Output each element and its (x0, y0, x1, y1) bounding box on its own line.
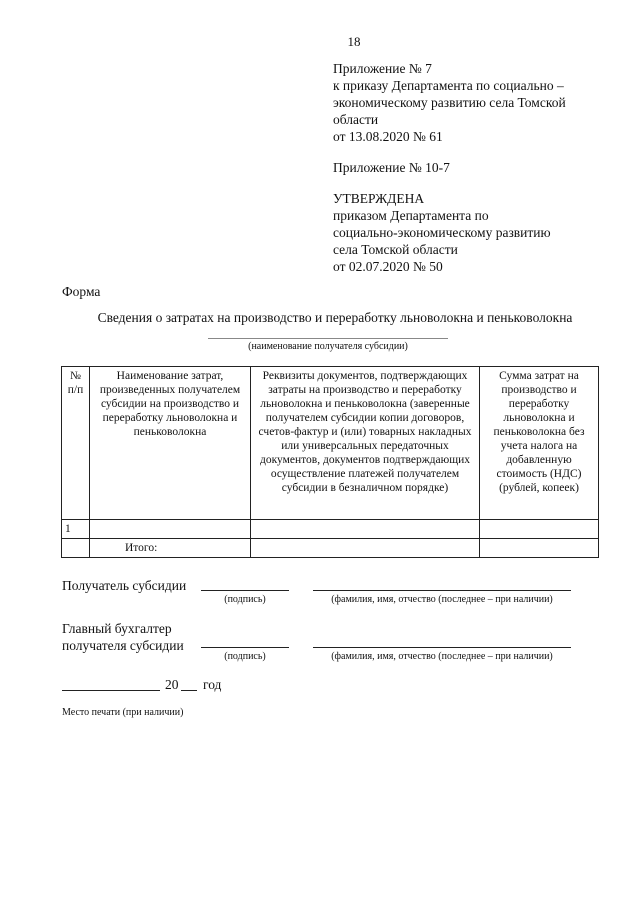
recipient-caption: (наименование получателя субсидии) (248, 341, 408, 352)
total-document-cell[interactable] (251, 539, 480, 558)
cell-expense-name[interactable] (90, 520, 251, 539)
stamp-note: Место печати (при наличии) (62, 707, 184, 718)
appendix-block (333, 60, 633, 275)
recipient-fullname-caption: (фамилия, имя, отчество (последнее – при наличии) (331, 594, 553, 605)
year-prefix: 20 (165, 677, 179, 692)
date-line[interactable] (62, 690, 160, 691)
accountant-fullname-line[interactable] (313, 647, 571, 648)
header-number: № п/п (62, 367, 90, 520)
appendix-line: экономическому развитию села Томской (333, 95, 566, 110)
year-suffix: год (203, 677, 222, 692)
header-document-details: Реквизиты документов, подтверждающих затраты на производство и переработку льноволокна и пеньковолокна (заверенные получателем субсидии копии договоров, счетов-фактур и (или) товарных накладных или универсальных передаточных документов, документов подтверждающих осуществление платежей получателем субсидии в безналичном порядке) (251, 367, 480, 520)
approved-line: села Томской области (333, 242, 458, 257)
appendix-line: к приказу Департамента по социально – (333, 78, 564, 93)
recipient-signature-caption: (подпись) (224, 594, 266, 605)
accountant-label-line-1: Главный бухгалтер (62, 621, 172, 636)
cell-amount[interactable] (480, 520, 599, 539)
header-expense-name: Наименование затрат, произведенных получателем субсидии на производство и переработку льноволокна и пеньковолокна (90, 367, 251, 520)
approved-line: УТВЕРЖДЕНА (333, 191, 425, 206)
total-label: Итого: (90, 539, 251, 558)
document-title: Сведения о затратах на производство и переработку льноволокна и пеньковолокна (97, 310, 573, 325)
approved-line: приказом Департамента по (333, 208, 489, 223)
accountant-signature-caption: (подпись) (224, 651, 266, 662)
appendix-number: Приложение № 10-7 (333, 160, 450, 175)
recipient-signature-line[interactable] (201, 590, 289, 591)
accountant-label (62, 620, 184, 654)
recipient-fullname-line[interactable] (313, 590, 571, 591)
year-line[interactable] (181, 690, 197, 691)
row-number: 1 (62, 520, 90, 539)
header-amount: Сумма затрат на производство и переработку льноволокна и пеньковолокна без учета налога на добавленную стоимость (НДС) (рублей, копеек) (480, 367, 599, 520)
accountant-label-line-2: получателя субсидии (62, 638, 184, 653)
form-label: Форма (62, 284, 101, 299)
accountant-signature-line[interactable] (201, 647, 289, 648)
recipient-name-line (208, 338, 448, 339)
table-row (62, 520, 599, 539)
cell-document-details[interactable] (251, 520, 480, 539)
total-number-cell (62, 539, 90, 558)
table-header-row (62, 367, 599, 520)
appendix-line: области (333, 112, 379, 127)
total-row (62, 539, 599, 558)
recipient-label: Получатель субсидии (62, 578, 187, 593)
accountant-fullname-caption: (фамилия, имя, отчество (последнее – при наличии) (331, 651, 553, 662)
total-amount-cell[interactable] (480, 539, 599, 558)
page-number: 18 (347, 34, 361, 49)
approved-line: социально-экономическому развитию (333, 225, 551, 240)
expenses-table (61, 366, 599, 558)
appendix-line: от 13.08.2020 № 61 (333, 129, 443, 144)
appendix-line: Приложение № 7 (333, 61, 432, 76)
approved-line: от 02.07.2020 № 50 (333, 259, 443, 274)
